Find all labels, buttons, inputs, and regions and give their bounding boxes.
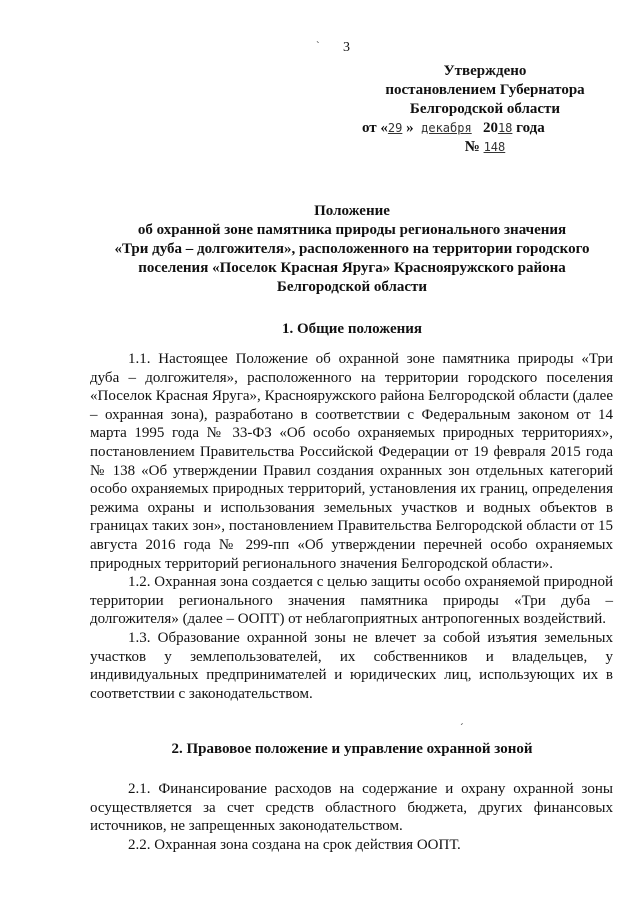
- section-2-heading: 2. Правовое положение и управление охранной зоной: [171, 741, 533, 757]
- approval-block: [360, 62, 610, 157]
- approval-line-3: Белгородской области: [409, 101, 561, 117]
- paragraph-1-2: 1.2. Охранная зона создается с целью защиты особо охраняемой природной территории регионального значения памятника природы «Три дуба – долгожителя» (далее – ООПТ) от неблагоприятных антропогенных воздействий.: [90, 574, 613, 628]
- approval-line-1: Утверждено: [443, 63, 527, 79]
- approval-day: 29: [387, 121, 403, 135]
- section-2-body: [90, 780, 613, 854]
- paragraph-2-1: 2.1. Финансирование расходов на содержание и охрану охранной зоны осуществляется за счет средств областного бюджета, других финансовых источников, не запрещенных законодательством.: [90, 781, 613, 835]
- scan-speck: ˋ: [316, 40, 320, 52]
- approval-line-2: постановлением Губернатора: [385, 82, 585, 98]
- approval-year: 18: [497, 121, 513, 135]
- paragraph-2-2: 2.2. Охранная зона создана на срок действия ООПТ.: [128, 836, 461, 853]
- scan-speck: ˊ: [460, 722, 464, 734]
- approval-number: № 148: [464, 139, 506, 155]
- approval-date: от «29 » декабря 2018 года: [362, 120, 545, 136]
- document-title: Положение об охранной зоне памятника природы регионального значения «Три дуба – долгожителя», расположенного на территории городского поселения «Поселок Красная Яруга» Краснояружского района Белгородской области: [114, 203, 590, 295]
- section-1-body: [90, 350, 613, 703]
- paragraph-1-3: 1.3. Образование охранной зоны не влечет за собой изъятия земельных участков у землепользователей, их собственников и владельцев, у индивидуальных предпринимателей и юридических лиц, использующих их в соответствии с законодательством.: [90, 629, 613, 702]
- page-number: 3: [343, 40, 350, 55]
- approval-number-value: 148: [483, 140, 506, 154]
- section-1-heading: 1. Общие положения: [281, 321, 423, 337]
- paragraph-1-1: 1.1. Настоящее Положение об охранной зоне памятника природы «Три дуба – долгожителя», расположенного на территории городского поселения «Поселок Красная Яруга», Краснояружского района Белгородской области (далее – охранная зона), разработано в соответствии с Федеральным законом от 14 марта 1995 года № 33-ФЗ «Об особо охраняемых природных территориях», постановлением Правительства Российской Федерации от 19 февраля 2015 года № 138 «Об утверждении Правил создания охранных зон отдельных категорий особо охраняемых природных территорий, установления их границ, определения режима охраны и использования земельных участков и водных объектов в границах таких зон», постановлением Правительства Белгородской области от 15 августа 2016 года № 299-пп «Об утверждении перечней особо охраняемых природных территорий регионального значения Белгородской области».: [90, 351, 613, 572]
- approval-month: декабря: [421, 121, 472, 135]
